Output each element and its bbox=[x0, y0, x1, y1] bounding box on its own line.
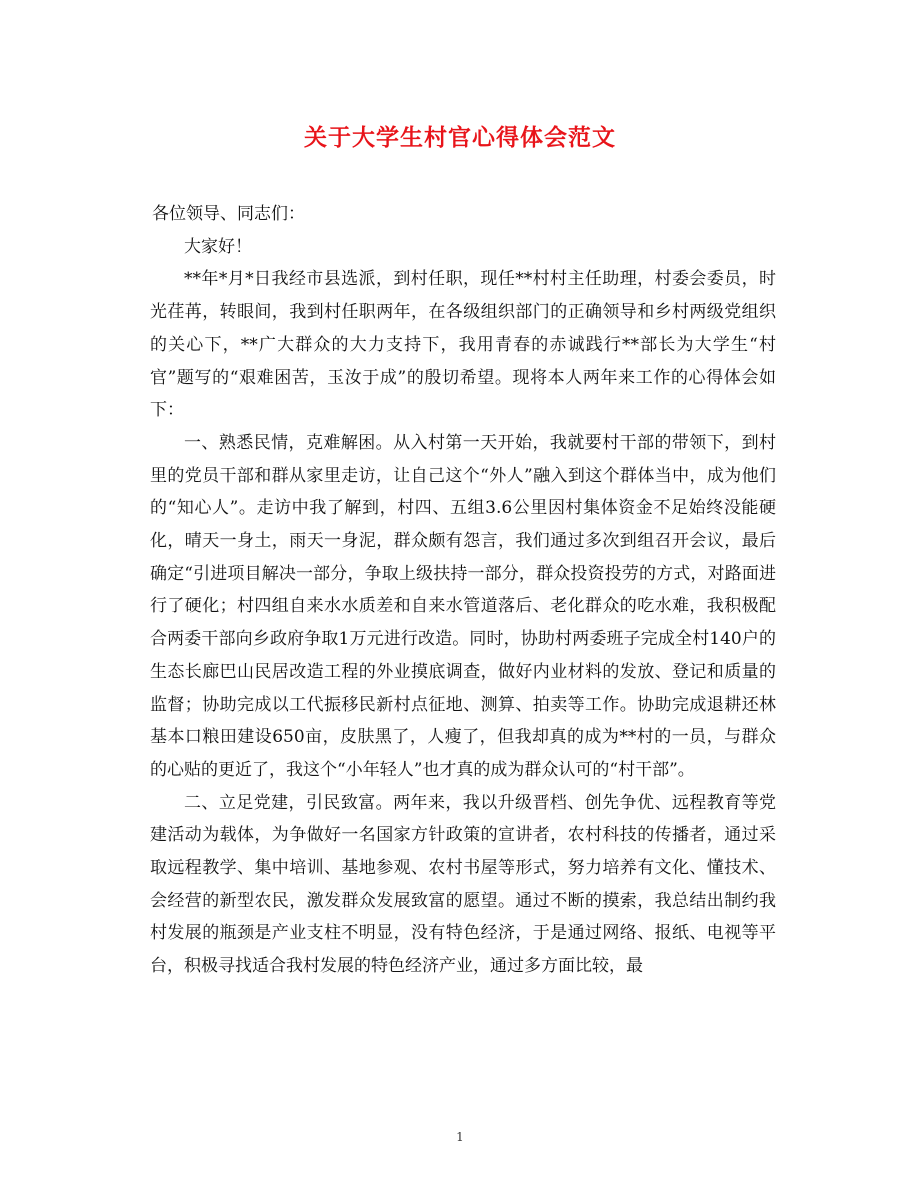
page-number: 1 bbox=[456, 1130, 464, 1144]
document-title: 关于大学生村官心得体会范文 bbox=[304, 124, 616, 151]
paragraph-intro: **年*月*日我经市县选派，到村任职，现任**村村主任助理，村委会委员，时光荏苒，转眼间，我到村任职两年，在各级组织部门的正确领导和乡村两级党组织的关心下，**广大群众的大力支持下，我用青春的赤诚践行**部长为大学生“村官”题写的“艰难困苦，玉汝于成”的殷切希望。现将本人两年来工作的心得体会如下： bbox=[150, 269, 776, 421]
salutation: 各位领导、同志们： bbox=[152, 204, 305, 224]
paragraph-section-1: 一、熟悉民情，克难解困。从入村第一天开始，我就要村干部的带领下，到村里的党员干部和群从家里走访，让自己这个“外人”融入到这个群体当中，成为他们的“知心人”。走访中我了解到，村四、五组3.6公里因村集体资金不足始终没能硬化，晴天一身土，雨天一身泥，群众颇有怨言，我们通过多次到组召开会议，最后确定“引进项目解决一部分，争取上级扶持一部分，群众投资投劳的方式，对路面进行了硬化；村四组自来水水质差和自来水管道落后、老化群众的吃水难，我积极配合两委干部向乡政府争取1万元进行改造。同时，协助村两委班子完成全村140户的生态长廊巴山民居改造工程的外业摸底调查，做好内业材料的发放、登记和质量的监督；协助完成以工代振移民新村点征地、测算、拍卖等工作。协助完成退耕还林基本口粮田建设650亩，皮肤黑了，人瘦了，但我却真的成为**村的一员，与群众的心贴的更近了，我这个“小年轻人”也才真的成为群众认可的“村干部”。 bbox=[150, 432, 776, 780]
document-body bbox=[150, 198, 776, 983]
paragraph-section-2: 二、立足党建，引民致富。两年来，我以升级晋档、创先争优、远程教育等党建活动为载体，为争做好一名国家方针政策的宣讲者，农村科技的传播者，通过采取远程教学、集中培训、基地参观、农村书屋等形式，努力培养有文化、懂技术、会经营的新型农民，激发群众发展致富的愿望。通过不断的摸索，我总结出制约我村发展的瓶颈是产业支柱不明显，没有特色经济，于是通过网络、报纸、电视等平台，积极寻找适合我村发展的特色经济产业，通过多方面比较，最 bbox=[150, 792, 776, 977]
paragraph-greeting: 大家好！ bbox=[184, 236, 252, 257]
